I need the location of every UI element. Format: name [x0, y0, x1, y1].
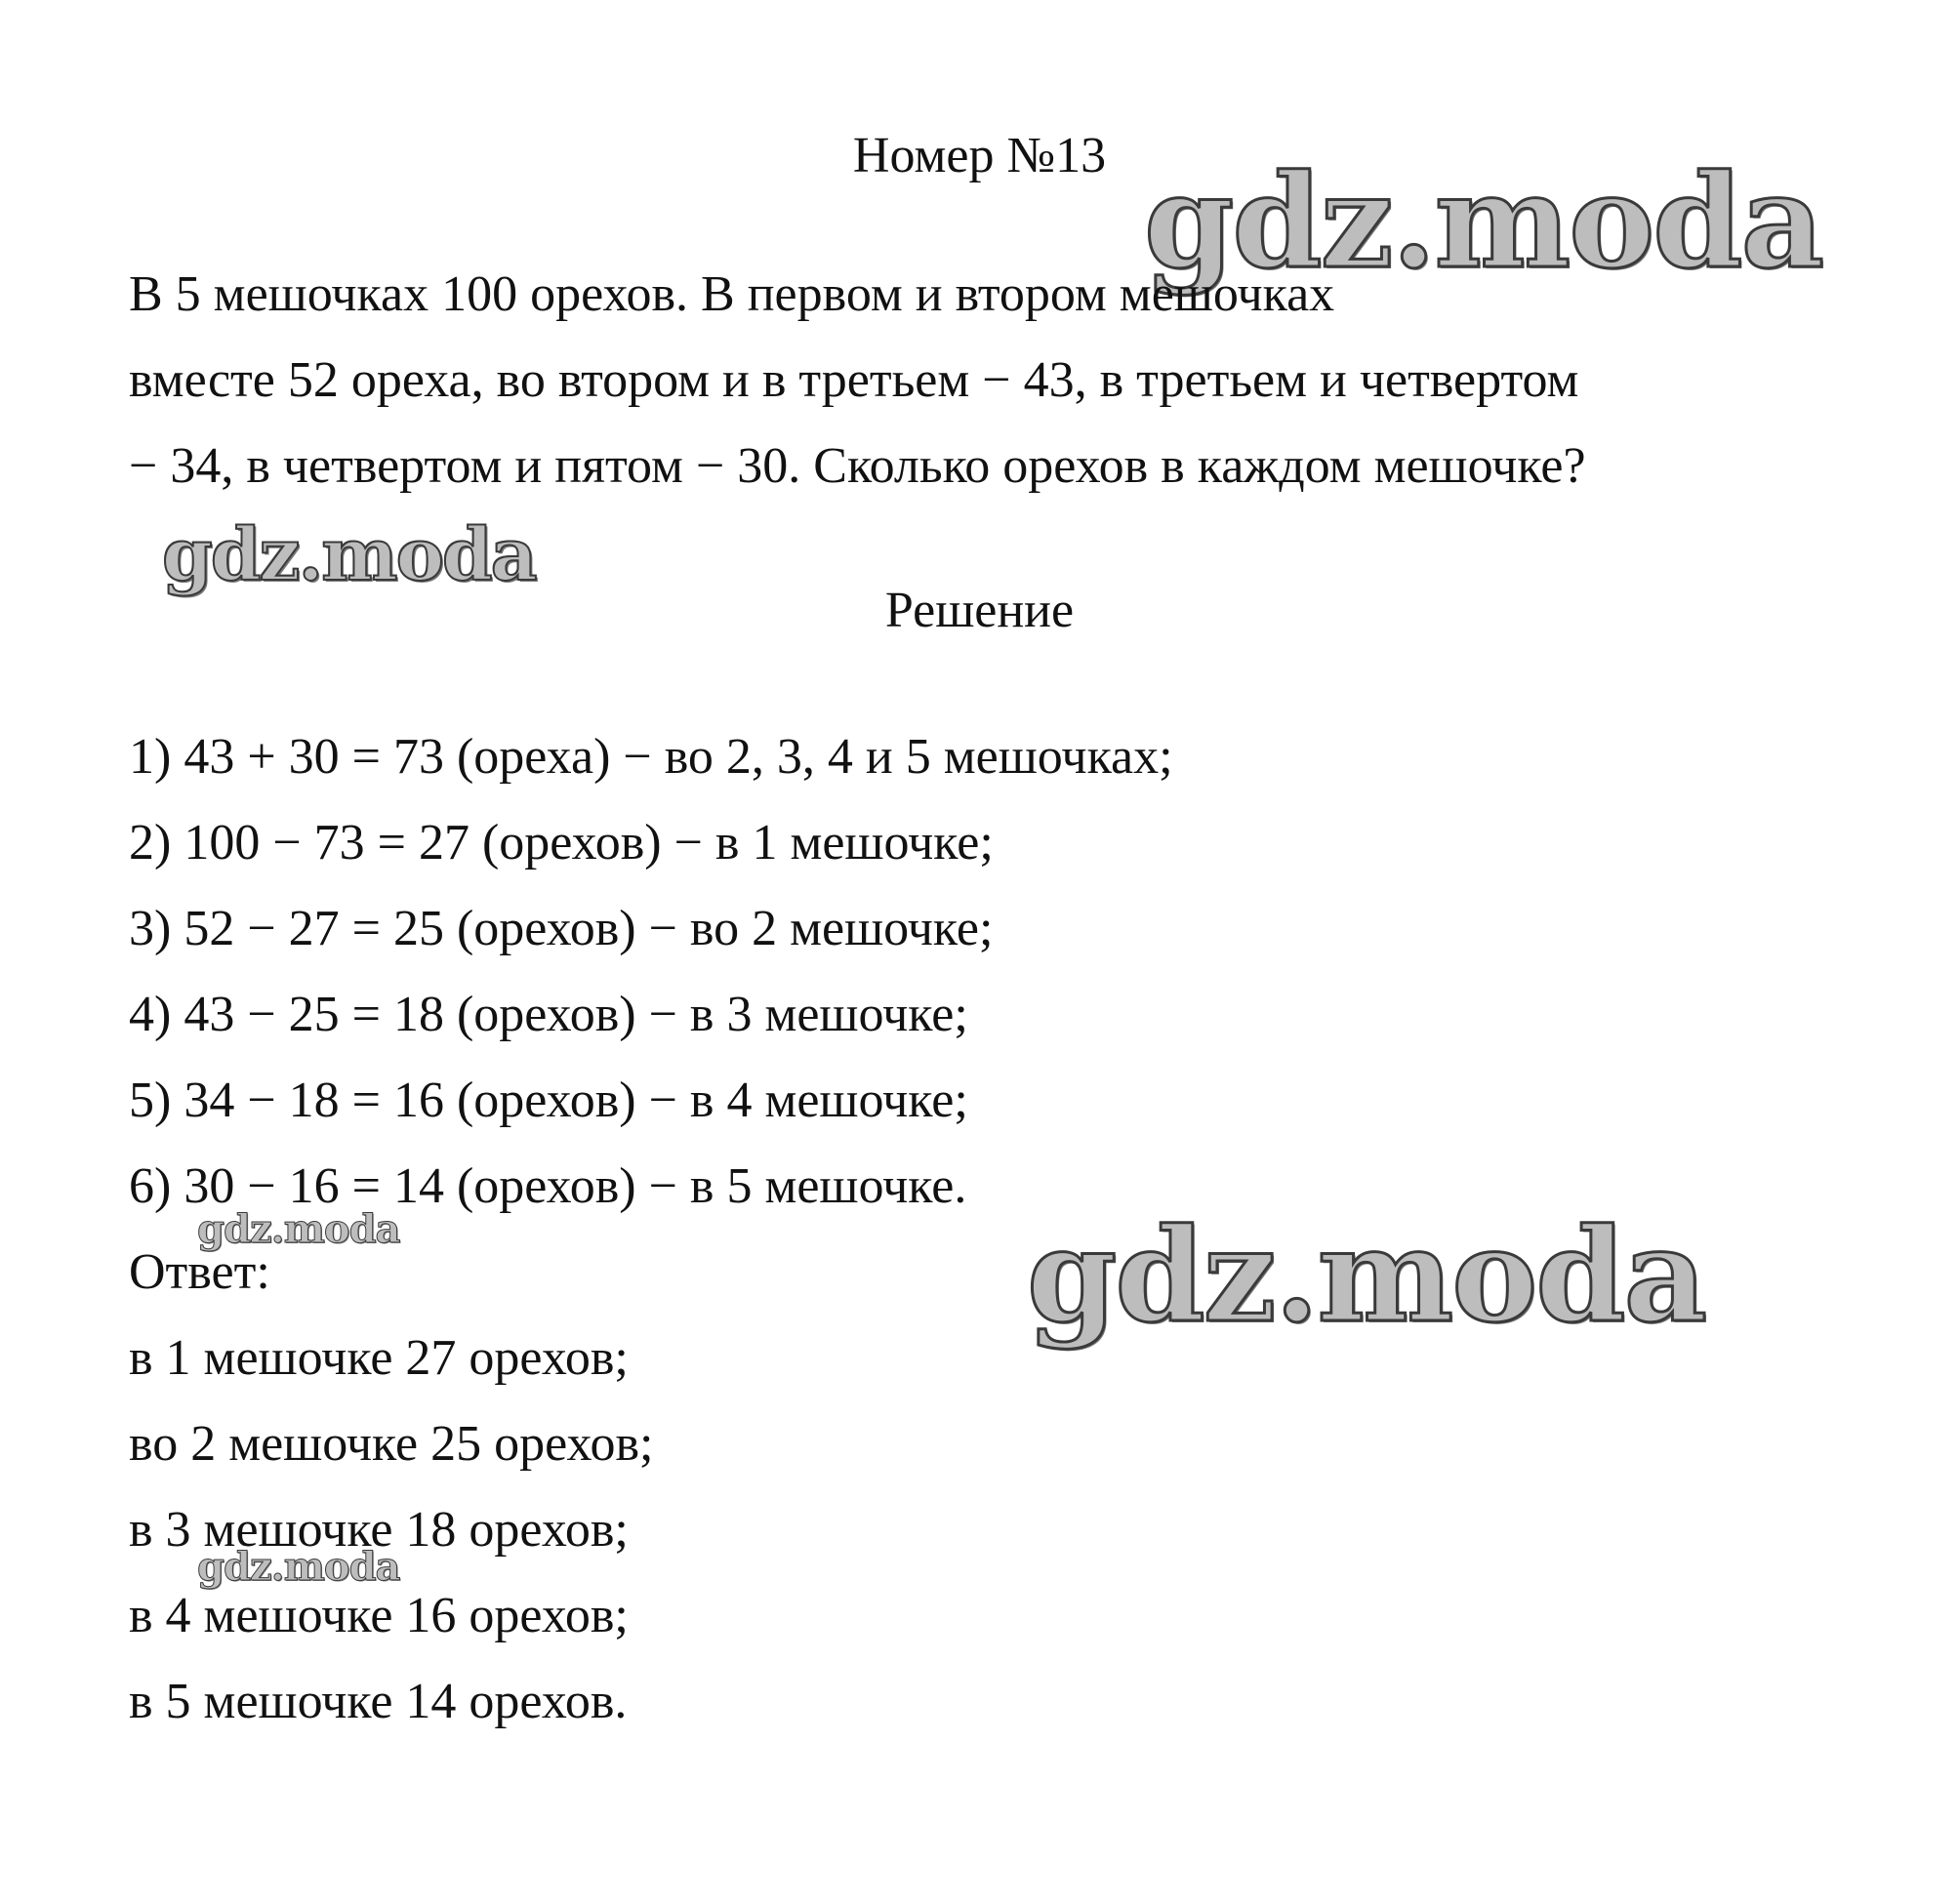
answer-line-3: в 3 мешочке 18 орехов; [129, 1502, 629, 1558]
answer-line-2: во 2 мешочке 25 орехов; [129, 1416, 654, 1472]
page-title: Номер №13 [852, 128, 1107, 183]
answer-line-4: в 4 мешочке 16 орехов; [129, 1588, 629, 1643]
solution-step-3: 3) 52 − 27 = 25 (орехов) − во 2 мешочке; [129, 901, 994, 956]
solution-step-5: 5) 34 − 18 = 16 (орехов) − в 4 мешочке; [129, 1073, 968, 1128]
watermark-small-2: gdz.moda [197, 1544, 400, 1590]
answer-line-1: в 1 мешочке 27 орехов; [129, 1330, 629, 1386]
solution-step-6: 6) 30 − 16 = 14 (орехов) − в 5 мешочке. [129, 1158, 967, 1214]
solution-step-2: 2) 100 − 73 = 27 (орехов) − в 1 мешочке; [129, 815, 994, 871]
watermark-left: gdz.moda [162, 513, 536, 597]
answer-line-5: в 5 мешочке 14 орехов. [129, 1674, 628, 1729]
watermark-bottom: gdz.moda [1027, 1200, 1706, 1352]
problem-line-2: вместе 52 ореха, во втором и в третьем − 43, в третьем и четвертом [129, 352, 1579, 408]
answer-label: Ответ: [129, 1244, 270, 1300]
watermark-top: gdz.moda [1144, 146, 1823, 298]
solution-step-4: 4) 43 − 25 = 18 (орехов) − в 3 мешочке; [129, 987, 968, 1042]
solution-step-1: 1) 43 + 30 = 73 (ореха) − во 2, 3, 4 и 5 мешочках; [129, 729, 1173, 785]
problem-line-3: − 34, в четвертом и пятом − 30. Сколько орехов в каждом мешочке? [129, 438, 1586, 494]
solution-heading: Решение [884, 583, 1075, 638]
problem-line-1: В 5 мешочках 100 орехов. В первом и втором мешочках [129, 266, 1335, 322]
watermark-small-1: gdz.moda [197, 1206, 400, 1252]
